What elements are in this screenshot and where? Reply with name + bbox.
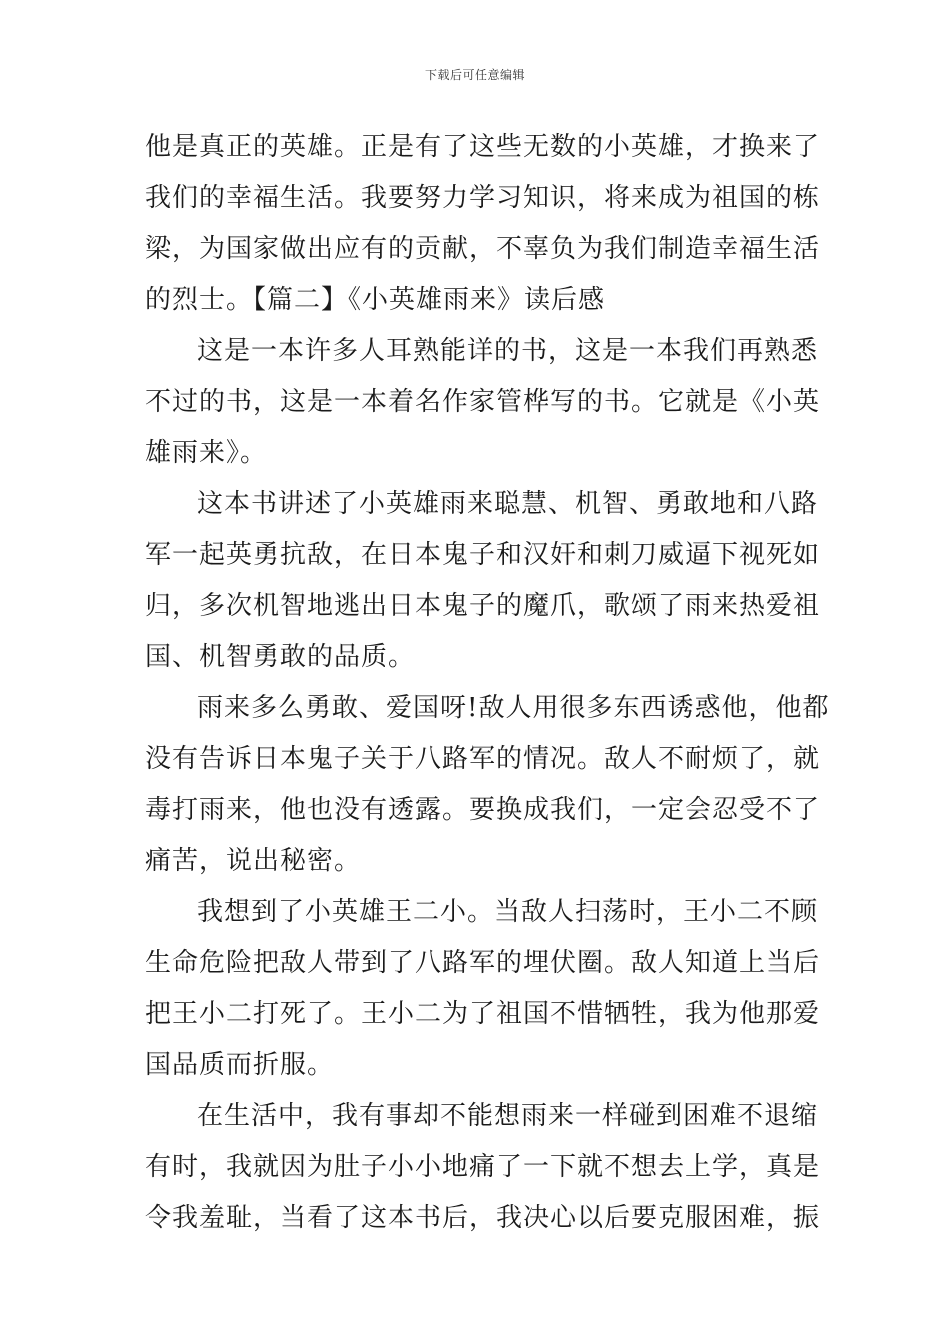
- document-body: [145, 122, 830, 1244]
- text-line: 生命危险把敌人带到了八路军的埋伏圈。敌人知道上当后: [145, 948, 821, 978]
- paragraph-start-line: 雨来多么勇敢、爱国呀!敌人用很多东西诱惑他，他都: [197, 693, 830, 723]
- text-line: 的烈士。【篇二】《小英雄雨来》读后感: [145, 285, 606, 315]
- text-line: 军一起英勇抗敌，在日本鬼子和汉奸和刺刀威逼下视死如: [145, 540, 821, 570]
- text-line: 国、机智勇敢的品质。: [145, 642, 416, 672]
- text-line: 把王小二打死了。王小二为了祖国不惜牺牲，我为他那爱: [145, 999, 821, 1029]
- text-line: 归，多次机智地逃出日本鬼子的魔爪，歌颂了雨来热爱祖: [145, 591, 821, 621]
- paragraph-start-line: 这本书讲述了小英雄雨来聪慧、机智、勇敢地和八路: [197, 489, 819, 519]
- text-line: 他是真正的英雄。正是有了这些无数的小英雄，才换来了: [145, 132, 821, 162]
- text-line: 毒打雨来，他也没有透露。要换成我们，一定会忍受不了: [145, 795, 821, 825]
- text-line: 没有告诉日本鬼子关于八路军的情况。敌人不耐烦了，就: [145, 744, 821, 774]
- page-header: 下载后可任意编辑: [424, 68, 525, 82]
- text-line: 痛苦，说出秘密。: [145, 846, 362, 876]
- paragraph-start-line: 这是一本许多人耳熟能详的书，这是一本我们再熟悉: [197, 336, 819, 366]
- paragraph-start-line: 我想到了小英雄王二小。当敌人扫荡时，王小二不顾: [197, 897, 819, 927]
- text-line: 不过的书，这是一本着名作家管桦写的书。它就是《小英: [145, 387, 821, 417]
- paragraph-start-line: 在生活中，我有事却不能想雨来一样碰到困难不退缩: [197, 1101, 819, 1131]
- text-line: 有时，我就因为肚子小小地痛了一下就不想去上学，真是: [145, 1152, 821, 1182]
- text-line: 我们的幸福生活。我要努力学习知识，将来成为祖国的栋: [145, 183, 821, 213]
- text-line: 令我羞耻，当看了这本书后，我决心以后要克服困难，振: [145, 1203, 821, 1233]
- text-line: 国品质而折服。: [145, 1050, 335, 1080]
- text-line: 梁，为国家做出应有的贡献，不辜负为我们制造幸福生活: [145, 234, 821, 264]
- text-line: 雄雨来》。: [145, 438, 268, 468]
